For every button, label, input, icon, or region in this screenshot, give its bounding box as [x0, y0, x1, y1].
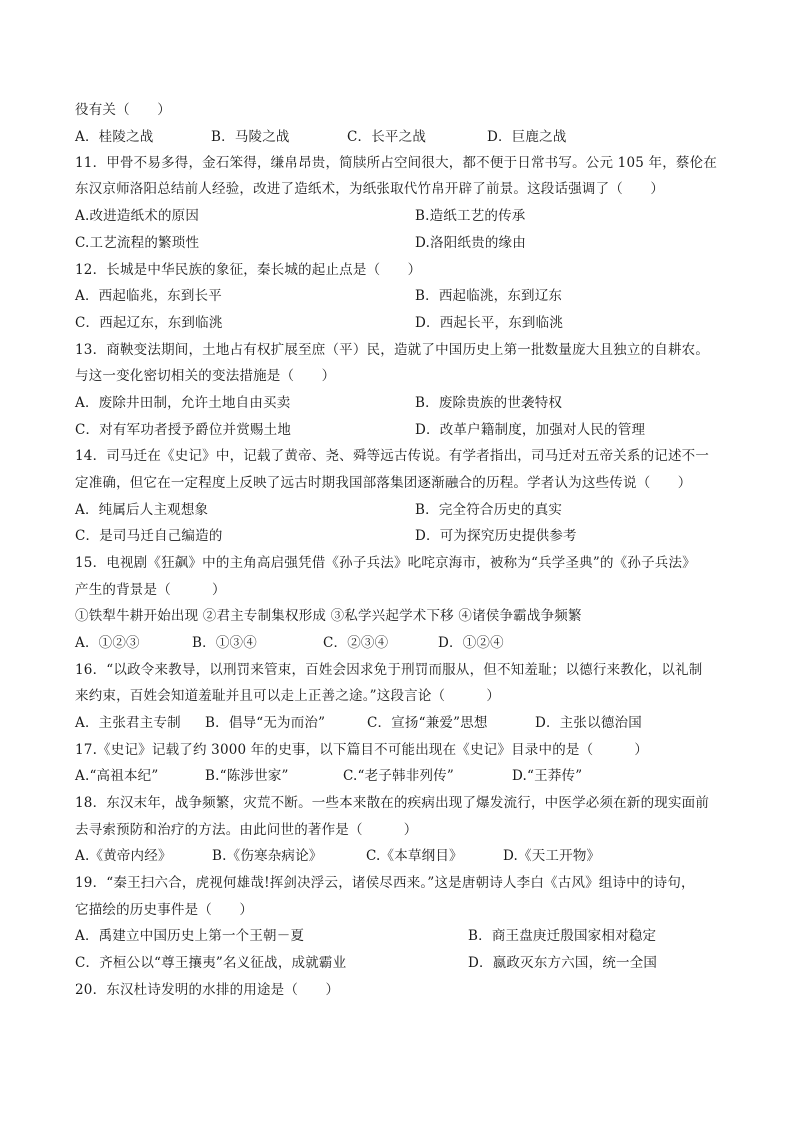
option-16-a: A．主张君主专制 — [75, 715, 181, 731]
question-12-line-1: 12．长城是中华民族的象征，秦长城的起止点是（ ） — [75, 262, 422, 278]
option-15-d: D．①②④ — [438, 635, 504, 651]
question-19-line-1: 19．“秦王扫六合，虎视何雄哉!挥剑决浮云，诸侯尽西来。”这是唐朝诗人李白《古风》组诗中的诗句， — [75, 875, 695, 891]
option-12-a: A．西起临兆，东到长平 — [75, 288, 222, 304]
question-17-line-1: 17.《史记》记载了约 3000 年的史事，以下篇目不可能出现在《史记》目录中的是（ ） — [75, 742, 649, 758]
option-19-b: B．商王盘庚迁殷国家相对稳定 — [468, 928, 657, 944]
option-12-d: D．西起长平，东到临洮 — [415, 315, 564, 331]
option-17-b: B.“陈涉世家” — [205, 768, 289, 784]
option-12-c: C．西起辽东，东到临洮 — [75, 315, 223, 331]
option-17-d: D.“王莽传” — [512, 768, 583, 784]
option-14-c: C．是司马迁自己编造的 — [75, 528, 223, 544]
option-18-c: C.《本草纲目》 — [366, 848, 463, 864]
question-13-line-2: 与这一变化密切相关的变法措施是（ ） — [75, 368, 336, 384]
option-11-b: B.造纸工艺的传承 — [415, 208, 526, 224]
option-14-b: B．完全符合历史的真实 — [415, 502, 563, 518]
option-15-b: B．①③④ — [192, 635, 257, 651]
question-15-line-1: 15．电视剧《狂飙》中的主角高启强凭借《孙子兵法》叱咤京海市，被称为“兵学圣典”的《孙子兵法》 — [75, 555, 696, 571]
question-14-line-2: 定准确，但它在一定程度上反映了远古时期我国部落集团逐渐融合的历程。学者认为这些传说（ ） — [75, 475, 692, 491]
question-19-line-2: 它描绘的历史事件是（ ） — [75, 902, 254, 918]
question-15-line-2: 产生的背景是（ ） — [75, 582, 226, 598]
option-13-d: D．改革户籍制度，加强对人民的管理 — [415, 422, 646, 438]
option-18-d: D.《天工开物》 — [503, 848, 601, 864]
question-14-line-1: 14．司马迁在《史记》中，记载了黄帝、尧、舜等远古传说。有学者指出，司马迁对五帝关系的记述不一 — [75, 448, 710, 464]
option-10-c: C．长平之战 — [347, 129, 427, 145]
question-18-line-1: 18．东汉末年，战争频繁，灾荒不断。一些本来散在的疾病出现了爆发流行，中医学必须在新的现实面前 — [75, 795, 710, 811]
option-19-a: A．禹建立中国历史上第一个王朝－夏 — [75, 928, 305, 944]
option-11-d: D.洛阳纸贵的缘由 — [415, 235, 526, 251]
question-11-line-2: 东汉京师洛阳总结前人经验，改进了造纸术，为纸张取代竹帛开辟了前景。这段话强调了（ ） — [75, 181, 665, 197]
question-13-line-1: 13．商鞅变法期间，土地占有权扩展至庶（平）民，造就了中国历史上第一批数量庞大且独立的自耕农。 — [75, 342, 710, 358]
option-11-c: C.工艺流程的繁琐性 — [75, 235, 200, 251]
question-10-tail: 役有关（ ） — [75, 102, 171, 118]
option-18-a: A.《黄帝内经》 — [75, 848, 172, 864]
question-16-line-2: 来约束，百姓会知道羞耻并且可以走上正善之途。”这段言论（ ） — [75, 688, 501, 704]
option-13-a: A．废除井田制，允许土地自由买卖 — [75, 395, 291, 411]
option-16-c: C．宣扬“兼爱”思想 — [367, 715, 488, 731]
question-16-line-1: 16．“以政令来教导，以刑罚来管束，百姓会因求免于刑罚而服从，但不知羞耻；以德行来教化，以礼制 — [75, 662, 703, 678]
option-10-a: A．桂陵之战 — [75, 129, 154, 145]
question-15-line-3: ①铁犁牛耕开始出现 ②君主专制集权形成 ③私学兴起学术下移 ④诸侯争霸战争频繁 — [75, 608, 582, 624]
option-10-d: D．巨鹿之战 — [487, 129, 567, 145]
option-17-a: A.“高祖本纪” — [75, 768, 159, 784]
option-17-c: C.“老子韩非列传” — [343, 768, 454, 784]
option-15-a: A．①②③ — [75, 635, 140, 651]
question-18-line-2: 去寻索预防和治疗的方法。由此问世的著作是（ ） — [75, 822, 418, 838]
question-20-line-1: 20．东汉杜诗发明的水排的用途是（ ） — [75, 982, 340, 998]
option-12-b: B．西起临洮，东到辽东 — [415, 288, 563, 304]
option-18-b: B.《伤寒杂病论》 — [212, 848, 323, 864]
option-14-d: D．可为探究历史提供参考 — [415, 528, 577, 544]
option-16-d: D．主张以德治国 — [535, 715, 642, 731]
option-13-c: C．对有军功者授予爵位并赏赐土地 — [75, 422, 292, 438]
option-14-a: A．纯属后人主观想象 — [75, 502, 209, 518]
question-11-line-1: 11．甲骨不易多得，金石笨得，缣帛昂贵，简牍所占空间很大，都不便于日常书写。公元 105 年，蔡伦在 — [75, 155, 718, 171]
option-19-c: C．齐桓公以“尊王攘夷”名义征战，成就霸业 — [75, 955, 347, 971]
option-15-c: C．②③④ — [323, 635, 389, 651]
option-16-b: B．倡导“无为而治” — [205, 715, 326, 731]
option-10-b: B．马陵之战 — [211, 129, 290, 145]
option-19-d: D．嬴政灭东方六国，统一全国 — [468, 955, 658, 971]
option-13-b: B．废除贵族的世袭特权 — [415, 395, 563, 411]
option-11-a: A.改进造纸术的原因 — [75, 208, 200, 224]
